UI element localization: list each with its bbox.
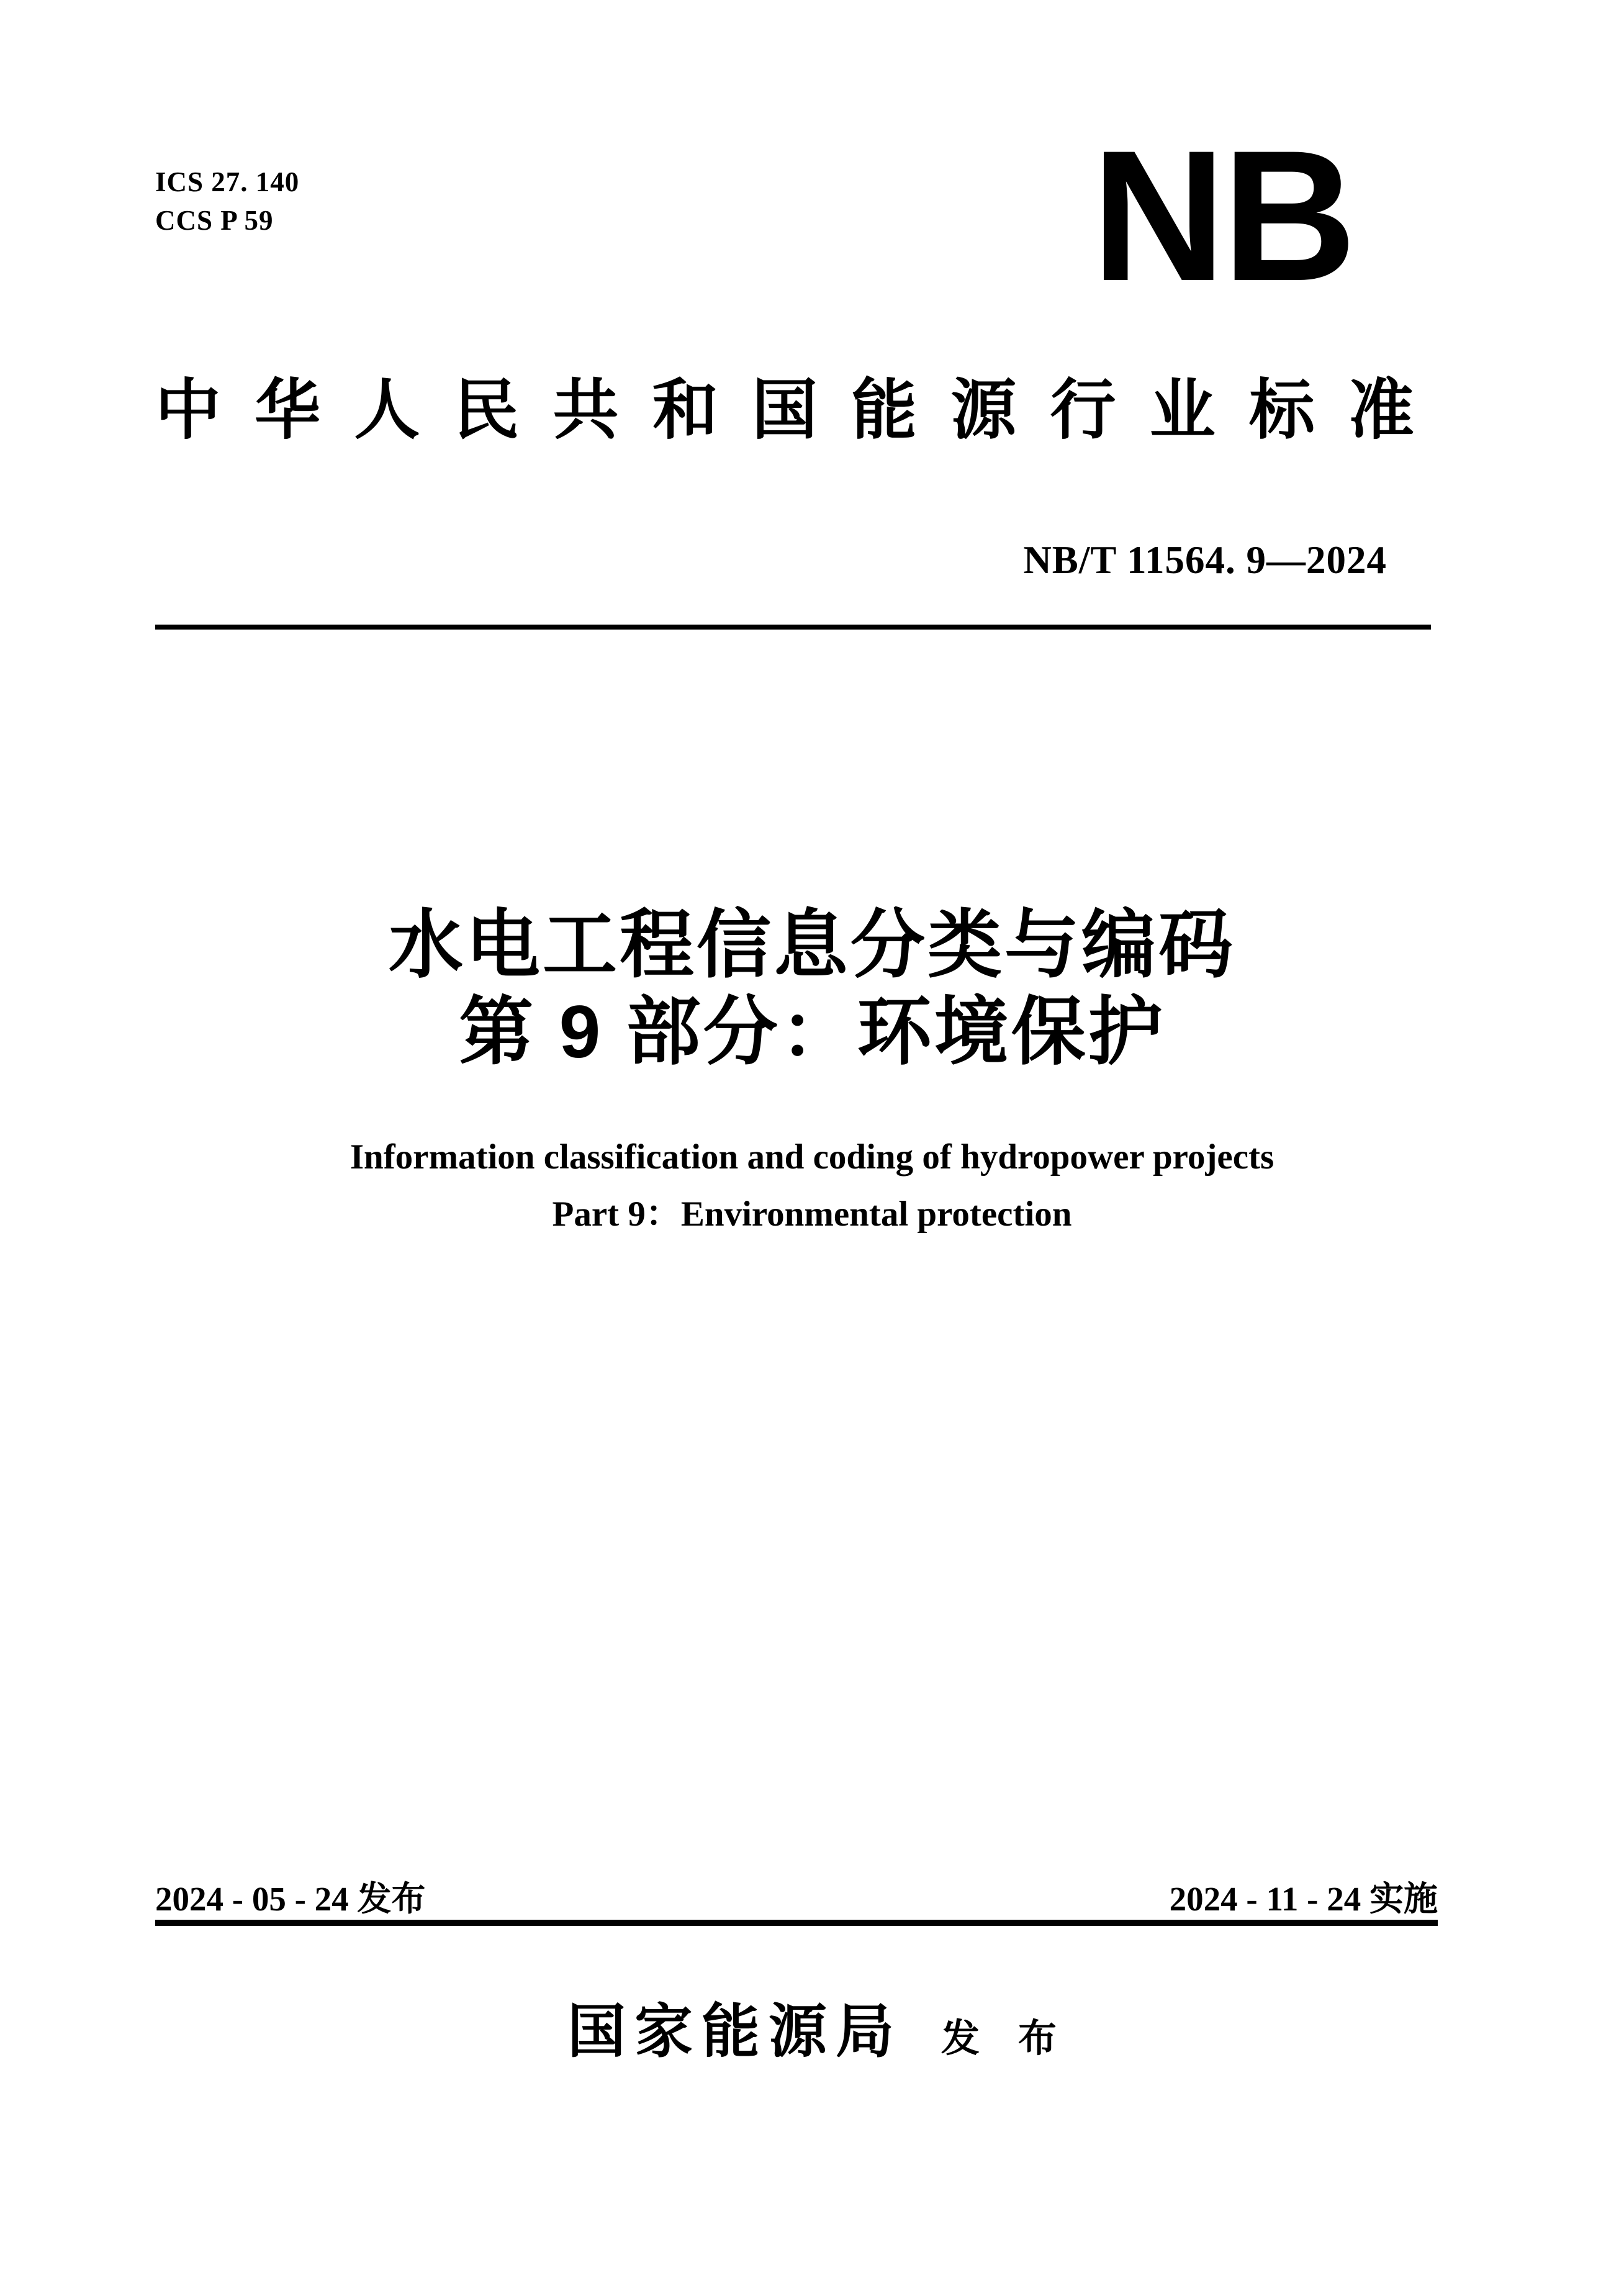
main-title-en-line2: Part 9：Environmental protection: [552, 1195, 1072, 1234]
main-title-zh-line1: 水电工程信息分类与编码: [389, 903, 1235, 987]
main-title-en: [0, 1129, 1624, 1244]
publisher-row: [0, 1984, 1624, 2068]
issue-date: 2024 - 05 - 24 发布: [155, 1880, 426, 1918]
classification-codes: [155, 163, 299, 240]
implement-date: 2024 - 11 - 24 实施: [1169, 1880, 1438, 1918]
publisher-name: 国家能源局: [567, 2000, 903, 2064]
standard-number: NB/T 11564. 9—2024: [1023, 538, 1387, 582]
main-title-zh-line2: 第 9 部分：环境保护: [459, 990, 1165, 1074]
nb-logo: NB: [1091, 111, 1353, 320]
publisher-verb: 发 布: [941, 2018, 1057, 2060]
standard-category-title: 中华人民共和国能源行业标准: [155, 374, 1414, 447]
main-title-en-line1: Information classification and coding of hydropower projects: [350, 1137, 1274, 1177]
ics-code: ICS 27. 140: [155, 166, 300, 197]
header-rule: [155, 625, 1431, 630]
main-title-zh: [0, 902, 1624, 1076]
footer-rule: [155, 1920, 1438, 1926]
ccs-code: CCS P 59: [155, 205, 274, 236]
date-row: [155, 1871, 1438, 1920]
